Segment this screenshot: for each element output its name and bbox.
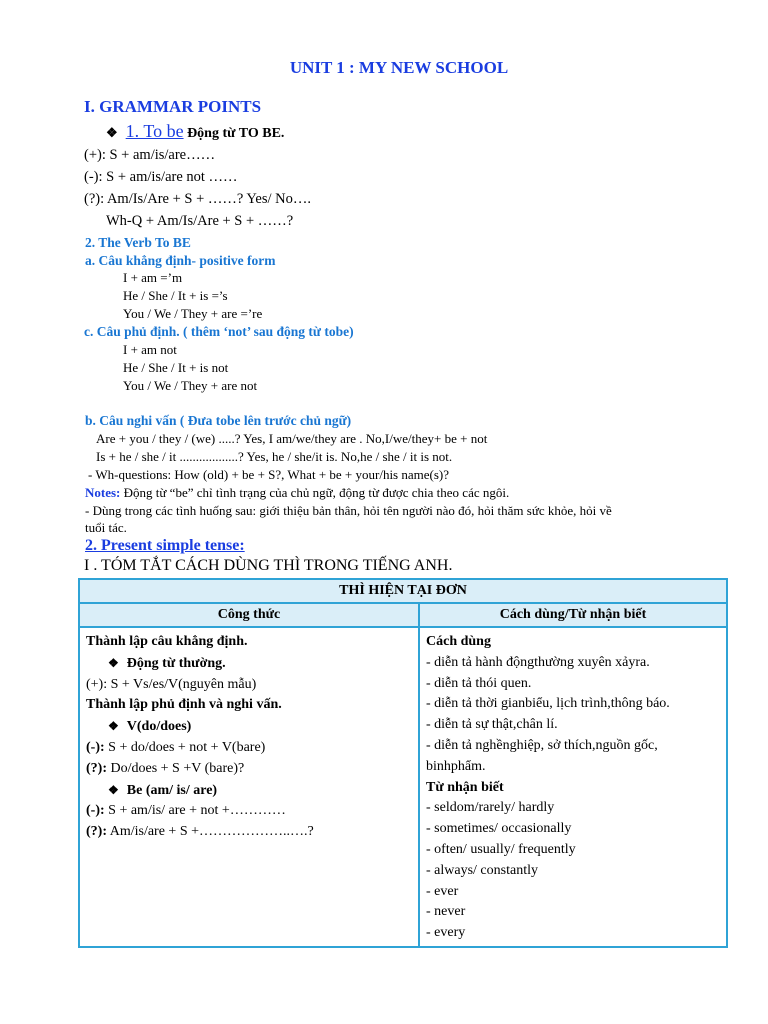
negative-line: I + am not xyxy=(123,342,177,357)
affirmative-title: Thành lập câu khẳng định. xyxy=(86,634,248,649)
wh-question-line: - Wh-questions: How (old) + be + S?, What + be + your/his name(s)? xyxy=(88,467,449,482)
positive-line: You / We / They + are =’re xyxy=(123,306,263,321)
usage-item: binhphẩm. xyxy=(426,758,486,774)
usage-item: - diễn tả nghềnghiệp, sở thích,nguồn gốc, xyxy=(426,737,658,753)
usage-cell xyxy=(419,627,727,947)
ordinary-verb-label: Động từ thường. xyxy=(126,655,226,671)
formula-cell xyxy=(79,627,419,947)
signal-word: - always/ constantly xyxy=(426,862,538,878)
verb-to-be-heading: 2. The Verb To BE xyxy=(85,235,191,250)
signal-word: - ever xyxy=(426,883,459,899)
notes-line: - Dùng trong các tình huống sau: giới thiệu bản thân, hỏi tên người nào đó, hỏi thăm sức khỏe, hỏi về xyxy=(85,503,612,518)
usage-title: Cách dùng xyxy=(426,634,491,649)
question-label: (?): xyxy=(86,824,107,840)
signal-word: - every xyxy=(426,925,466,941)
positive-line: I + am =’m xyxy=(123,270,183,285)
question-line: Are + you / they / (we) .....? Yes, I am/we/they are . No,I/we/they+ be + not xyxy=(96,431,488,446)
be-label: Be (am/ is/ are) xyxy=(126,782,218,798)
diamond-bullet-icon: ❖ xyxy=(108,782,119,797)
usage-item: - diễn tả thói quen. xyxy=(426,675,532,691)
usage-item: - diễn tả hành độngthường xuyên xảyra. xyxy=(426,654,650,670)
notes-label: Notes: xyxy=(85,485,121,500)
notes-text: Động từ “be” chỉ tình trạng của chủ ngữ, động từ được chia theo các ngôi. xyxy=(120,485,510,500)
signal-word: - never xyxy=(426,904,466,920)
signal-words-title: Từ nhận biết xyxy=(426,779,504,795)
be-negative-formula xyxy=(86,801,412,822)
formula-wh-question: Wh-Q + Am/Is/Are + S + ……? xyxy=(106,213,294,229)
usage-item: - diễn tả thời gianbiểu, lịch trình,thông báo. xyxy=(426,696,670,712)
positive-line: He / She / It + is =’s xyxy=(123,288,228,303)
negative-line: You / We / They + are not xyxy=(123,378,258,393)
question-line: Is + he / she / it ..................? Yes, he / she/it is. No,he / she / it is not. xyxy=(96,449,453,464)
question-label: (?): xyxy=(86,760,107,776)
notes xyxy=(85,485,509,501)
formula-positive: (+): S + am/is/are…… xyxy=(84,147,216,163)
negative-line: He / She / It + is not xyxy=(123,360,229,375)
be-question-formula xyxy=(86,822,412,843)
page-title: UNIT 1 : MY NEW SCHOOL xyxy=(289,58,509,77)
tense-summary-heading: I . TÓM TẮT CÁCH DÙNG THÌ TRONG TIẾNG ANH. xyxy=(84,557,453,574)
present-simple-table xyxy=(78,578,728,948)
formula-negative: (-): S + am/is/are not …… xyxy=(84,169,238,185)
to-be-heading xyxy=(106,121,284,142)
question-formula-text: Do/does + S +V (bare)? xyxy=(107,760,245,776)
negative-formula-text: S + do/does + not + V(bare) xyxy=(104,739,266,755)
to-be-description: Động từ TO BE. xyxy=(187,126,285,141)
question-form-heading: b. Câu nghi vấn ( Đưa tobe lên trước chủ ngữ) xyxy=(85,413,352,428)
column-header-formula: Công thức xyxy=(79,603,419,627)
section-heading-grammar: I. GRAMMAR POINTS xyxy=(84,97,262,116)
present-simple-heading: 2. Present simple tense: xyxy=(85,537,245,554)
negative-formula xyxy=(86,738,412,759)
negative-label: (-): xyxy=(86,739,105,755)
negative-form-heading: c. Câu phủ định. ( thêm ‘not’ sau động từ tobe) xyxy=(84,324,354,339)
notes-line: tuổi tác. xyxy=(85,520,127,535)
negative-label: (-): xyxy=(86,803,105,819)
question-formula xyxy=(86,759,412,780)
column-header-usage: Cách dùng/Từ nhận biết xyxy=(419,603,727,627)
diamond-bullet-icon: ❖ xyxy=(106,125,118,140)
do-does-label: V(do/does) xyxy=(126,719,192,735)
formula-question: (?): Am/Is/Are + S + ……? Yes/ No…. xyxy=(84,191,312,207)
signal-word: - sometimes/ occasionally xyxy=(426,821,572,837)
positive-form-heading: a. Câu khẳng định- positive form xyxy=(85,253,276,268)
signal-word: - often/ usually/ frequently xyxy=(426,841,576,857)
be-question-text: Am/is/are + S +………………..….? xyxy=(107,824,314,840)
table-title: THÌ HIỆN TẠI ĐƠN xyxy=(79,579,727,603)
usage-item: - diễn tả sự thật,chân lí. xyxy=(426,717,558,733)
signal-word: - seldom/rarely/ hardly xyxy=(426,800,555,816)
negative-question-title: Thành lập phủ định và nghi vấn. xyxy=(86,697,282,713)
ordinary-verb-item xyxy=(86,653,412,675)
do-does-item xyxy=(86,716,412,738)
be-negative-text: S + am/is/ are + not +………… xyxy=(104,803,286,819)
diamond-bullet-icon: ❖ xyxy=(108,719,119,734)
diamond-bullet-icon: ❖ xyxy=(108,655,119,670)
affirmative-formula: (+): S + Vs/es/V(nguyên mẫu) xyxy=(86,676,257,692)
be-item xyxy=(86,780,412,802)
to-be-label: 1. To be xyxy=(125,121,184,141)
